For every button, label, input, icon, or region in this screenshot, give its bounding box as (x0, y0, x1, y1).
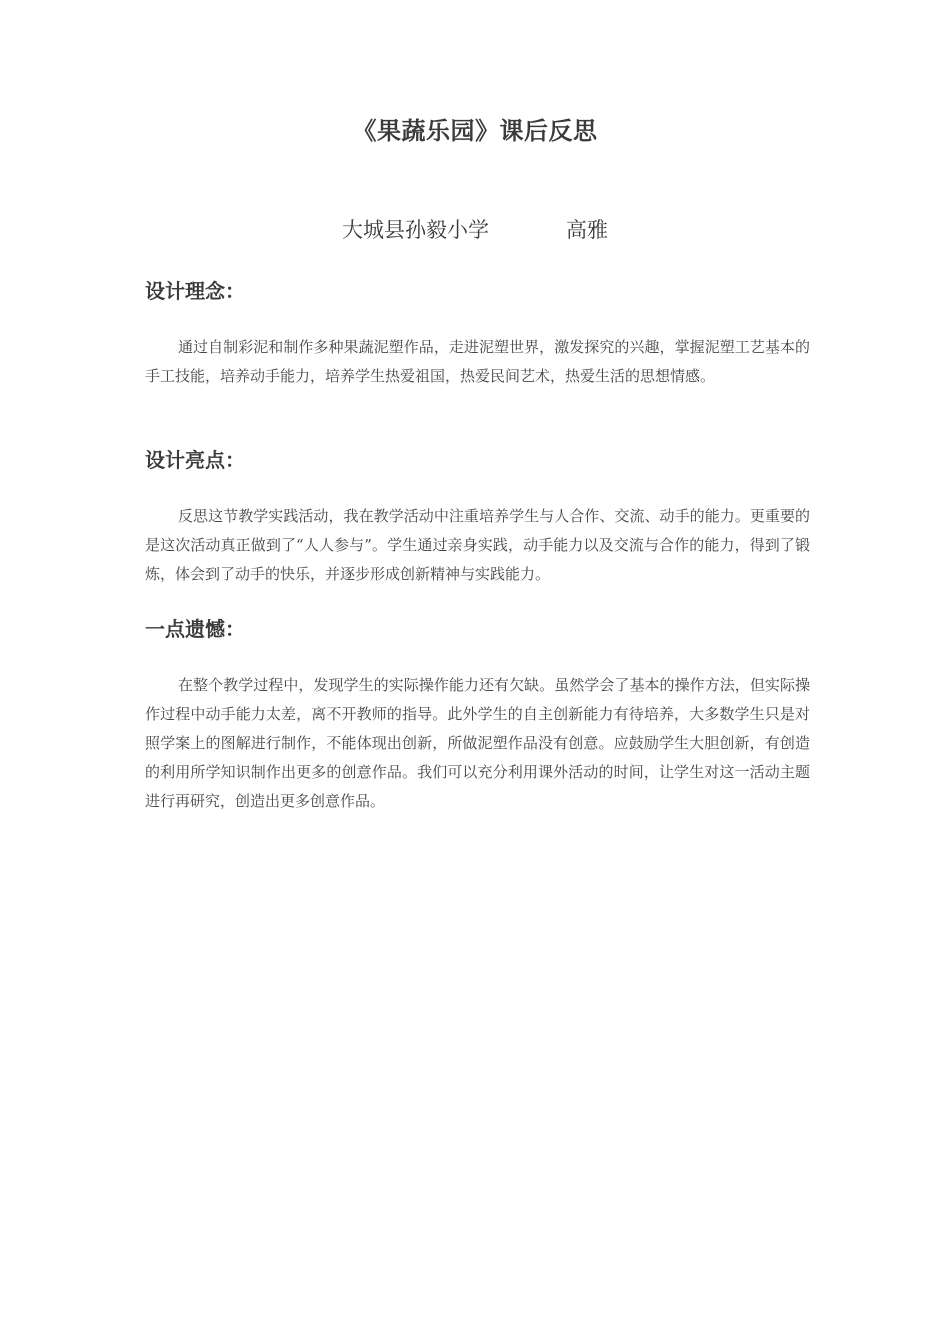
document-title: 《果蔬乐园》课后反思 (352, 117, 598, 145)
section-heading-regret: 一点遗憾： (145, 617, 245, 641)
section-heading-design-highlights: 设计亮点： (145, 448, 245, 472)
author-name: 高雅 (566, 218, 608, 242)
section-heading-design-concept: 设计理念： (145, 279, 245, 303)
school-name: 大城县孙毅小学 (342, 218, 489, 242)
section-body-regret: 在整个教学过程中，发现学生的实际操作能力还有欠缺。虽然学会了基本的操作方法，但实际操作过程中动手能力太差，离不开教师的指导。此外学生的自主创新能力有待培养，大多数学生只是对照学案上的图解进行制作，不能体现出创新，所做泥塑作品没有创意。应鼓励学生大胆创新，有创造的利用所学知识制作出更多的创意作品。我们可以充分利用课外活动的时间，让学生对这一活动主题进行再研究，创造出更多创意作品。 (145, 676, 810, 810)
byline (0, 213, 950, 247)
section-body-design-highlights: 反思这节教学实践活动，我在教学活动中注重培养学生与人合作、交流、动手的能力。更重要的是这次活动真正做到了“人人参与”。学生通过亲身实践，动手能力以及交流与合作的能力，得到了锻炼，体会到了动手的快乐，并逐步形成创新精神与实践能力。 (145, 507, 810, 583)
section-body-design-concept: 通过自制彩泥和制作多种果蔬泥塑作品，走进泥塑世界，激发探究的兴趣，掌握泥塑工艺基本的手工技能，培养动手能力，培养学生热爱祖国，热爱民间艺术，热爱生活的思想情感。 (145, 338, 810, 385)
